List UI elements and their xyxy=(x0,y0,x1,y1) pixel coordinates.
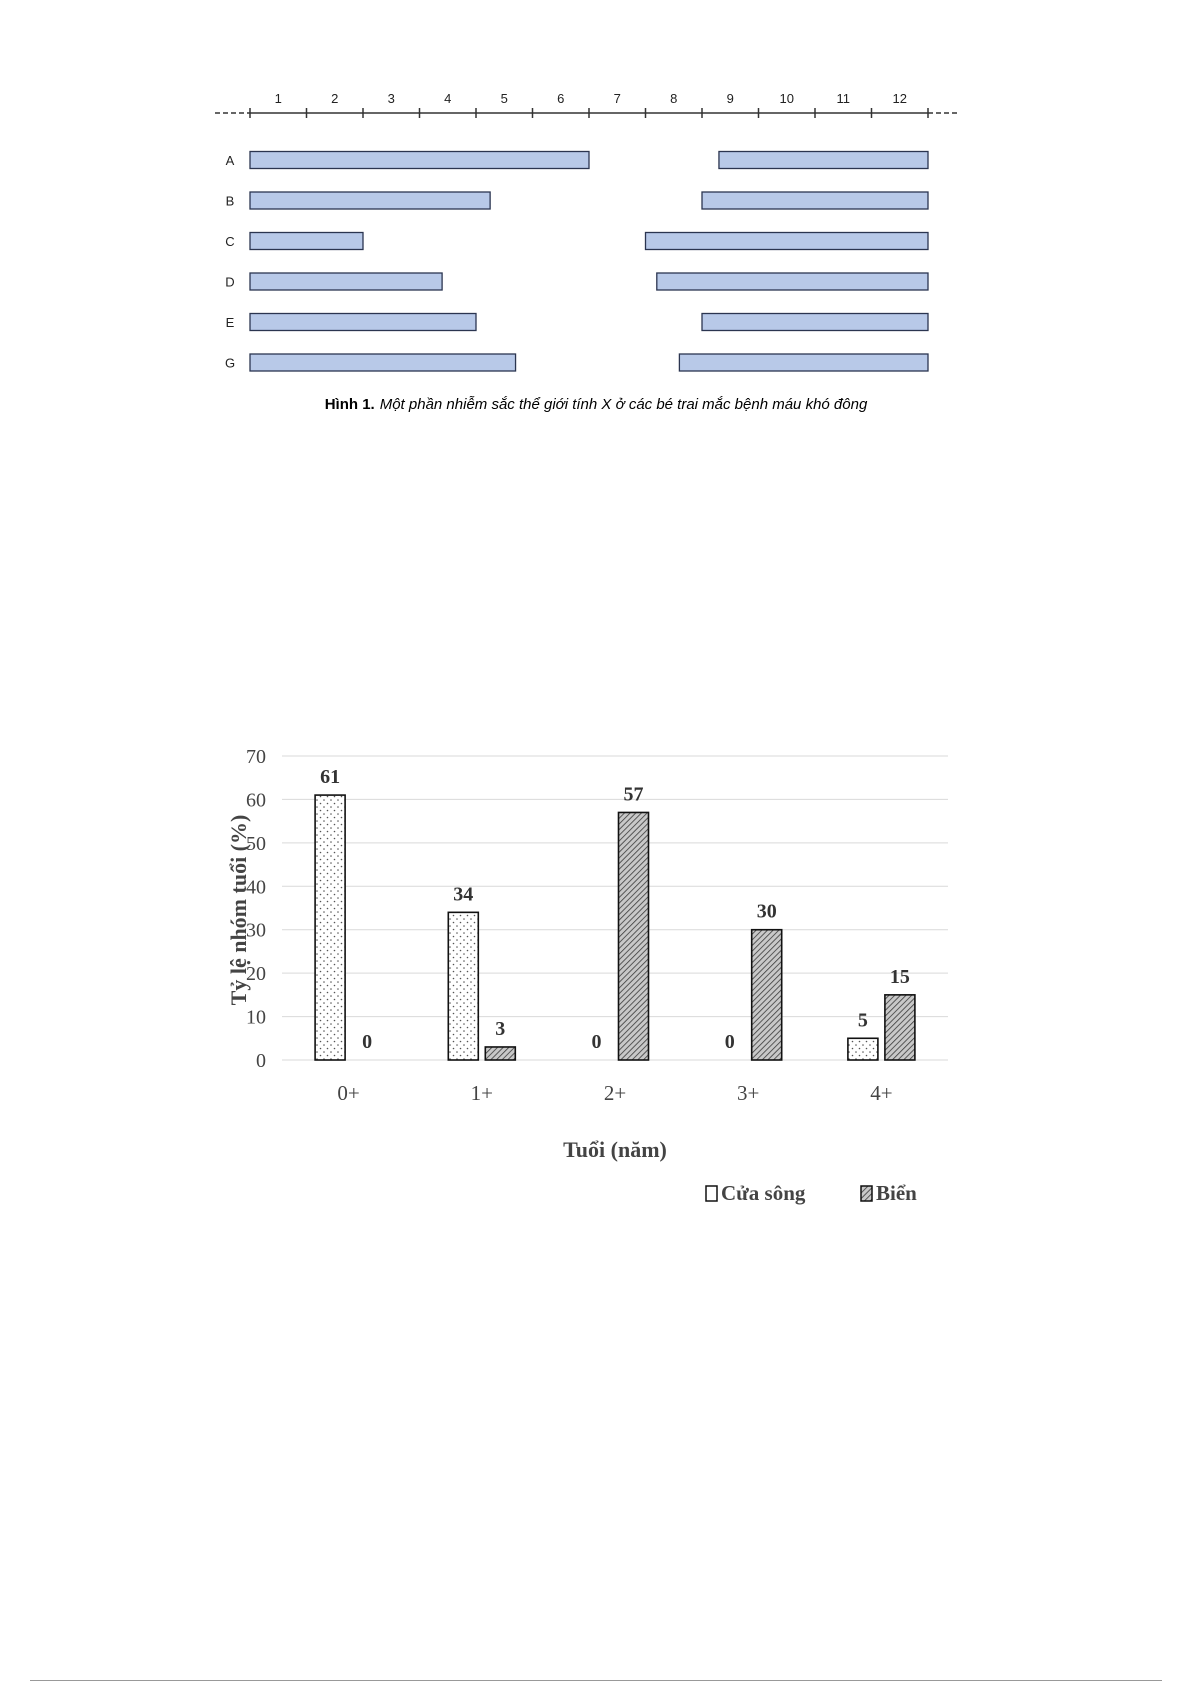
fig2-y-tick-label: 30 xyxy=(246,919,266,942)
fig1-row-bar xyxy=(250,273,442,290)
fig2-x-tick-label: 3+ xyxy=(737,1081,760,1105)
fig1-row-bar xyxy=(250,192,490,209)
fig2-x-tick-label: 0+ xyxy=(337,1081,360,1105)
fig1-tick-label: 10 xyxy=(779,91,794,106)
fig2-x-axis-label: Tuổi (năm) xyxy=(563,1137,667,1162)
fig1-row-label: D xyxy=(225,274,235,290)
fig1-caption-bold: Hình 1. xyxy=(324,396,375,413)
fig2-y-tick-label: 40 xyxy=(246,876,266,899)
fig2-legend-swatch xyxy=(861,1186,872,1201)
fig2-legend xyxy=(706,1181,917,1205)
fig2-y-tick-label: 0 xyxy=(256,1050,266,1072)
fig2-legend-label: Cửa sông xyxy=(721,1181,806,1205)
fig1-tick-label: 3 xyxy=(387,91,395,106)
fig2-bar xyxy=(848,1038,878,1060)
fig1-row-bar xyxy=(719,152,928,169)
fig2-bars xyxy=(315,766,915,1060)
fig2-data-label: 34 xyxy=(453,883,474,906)
fig2-data-label: 61 xyxy=(320,766,341,789)
fig1-tick-label: 12 xyxy=(892,91,907,106)
fig1-row-label: G xyxy=(224,355,236,371)
fig1-row-bar xyxy=(250,233,363,250)
fig2-bar xyxy=(315,795,345,1060)
fig2-y-tick-label: 50 xyxy=(246,832,266,855)
fig1-tick-label: 4 xyxy=(444,91,452,106)
fig1-row-bar xyxy=(702,314,928,331)
fig1-row-bar xyxy=(646,233,929,250)
fig2-legend-label: Biển xyxy=(876,1181,917,1205)
fig1-tick-label: 8 xyxy=(670,91,678,106)
fig2-y-tick-label: 70 xyxy=(246,746,266,768)
fig2-x-ticks xyxy=(337,1081,892,1105)
fig2-y-ticks xyxy=(246,746,266,1072)
fig2-data-label: 3 xyxy=(495,1017,506,1040)
page-bottom-rule xyxy=(30,1680,1162,1681)
fig1-row-bar xyxy=(250,354,516,371)
fig2-data-label: 0 xyxy=(591,1031,602,1053)
fig1-tick-label: 5 xyxy=(500,91,508,106)
fig2-data-label: 0 xyxy=(362,1031,373,1053)
fig2-data-label: 0 xyxy=(724,1031,735,1053)
fig2-legend-swatch xyxy=(706,1186,717,1201)
fig1-row-bar xyxy=(250,314,476,331)
fig2-data-label: 57 xyxy=(623,783,644,806)
fig2-bar xyxy=(752,930,782,1060)
fig1-row-bar xyxy=(679,354,928,371)
fig2-bar xyxy=(485,1047,515,1060)
fig2-y-tick-label: 20 xyxy=(246,963,266,986)
fig1-row-bar xyxy=(702,192,928,209)
fig1-tick-label: 9 xyxy=(726,91,734,106)
fig1-row-label: C xyxy=(225,234,235,249)
fig1-rows xyxy=(225,152,928,372)
fig1-axis xyxy=(215,91,960,118)
fig2-y-axis-label: Tỷ lệ nhóm tuổi (%) xyxy=(226,814,251,1006)
fig1-tick-label: 2 xyxy=(331,91,339,106)
fig1-row-label: E xyxy=(225,315,235,330)
fig2-x-tick-label: 2+ xyxy=(603,1081,627,1105)
fig2-data-label: 30 xyxy=(756,900,777,923)
fig1-tick-label: 7 xyxy=(613,91,621,106)
fig2-x-tick-label: 1+ xyxy=(470,1081,493,1105)
fig2-x-tick-label: 4+ xyxy=(870,1081,893,1105)
fig1-caption xyxy=(325,396,868,413)
fig1-tick-label: 6 xyxy=(557,91,565,106)
fig2-data-label: 5 xyxy=(857,1009,868,1032)
fig2-y-tick-label: 60 xyxy=(246,789,266,812)
fig2-bar xyxy=(885,995,915,1060)
fig2-data-label: 15 xyxy=(889,965,910,988)
fig1-tick-label: 11 xyxy=(836,91,850,106)
fig1-caption-text: Một phần nhiễm sắc thể giới tính X ở các bé trai mắc bệnh máu khó đông xyxy=(379,396,868,413)
fig1-tick-label: 1 xyxy=(274,91,282,106)
fig1-row-bar xyxy=(250,152,589,169)
fig2-bar xyxy=(619,812,649,1060)
chromosome-deletion-chart xyxy=(0,0,1192,440)
fig1-row-label: A xyxy=(225,153,235,168)
fig2-gridlines xyxy=(282,756,948,1060)
fig2-bar xyxy=(448,912,478,1060)
fig2-y-tick-label: 10 xyxy=(246,1006,266,1029)
fig1-row-label: B xyxy=(225,193,235,209)
fig1-row-bar xyxy=(657,273,928,290)
